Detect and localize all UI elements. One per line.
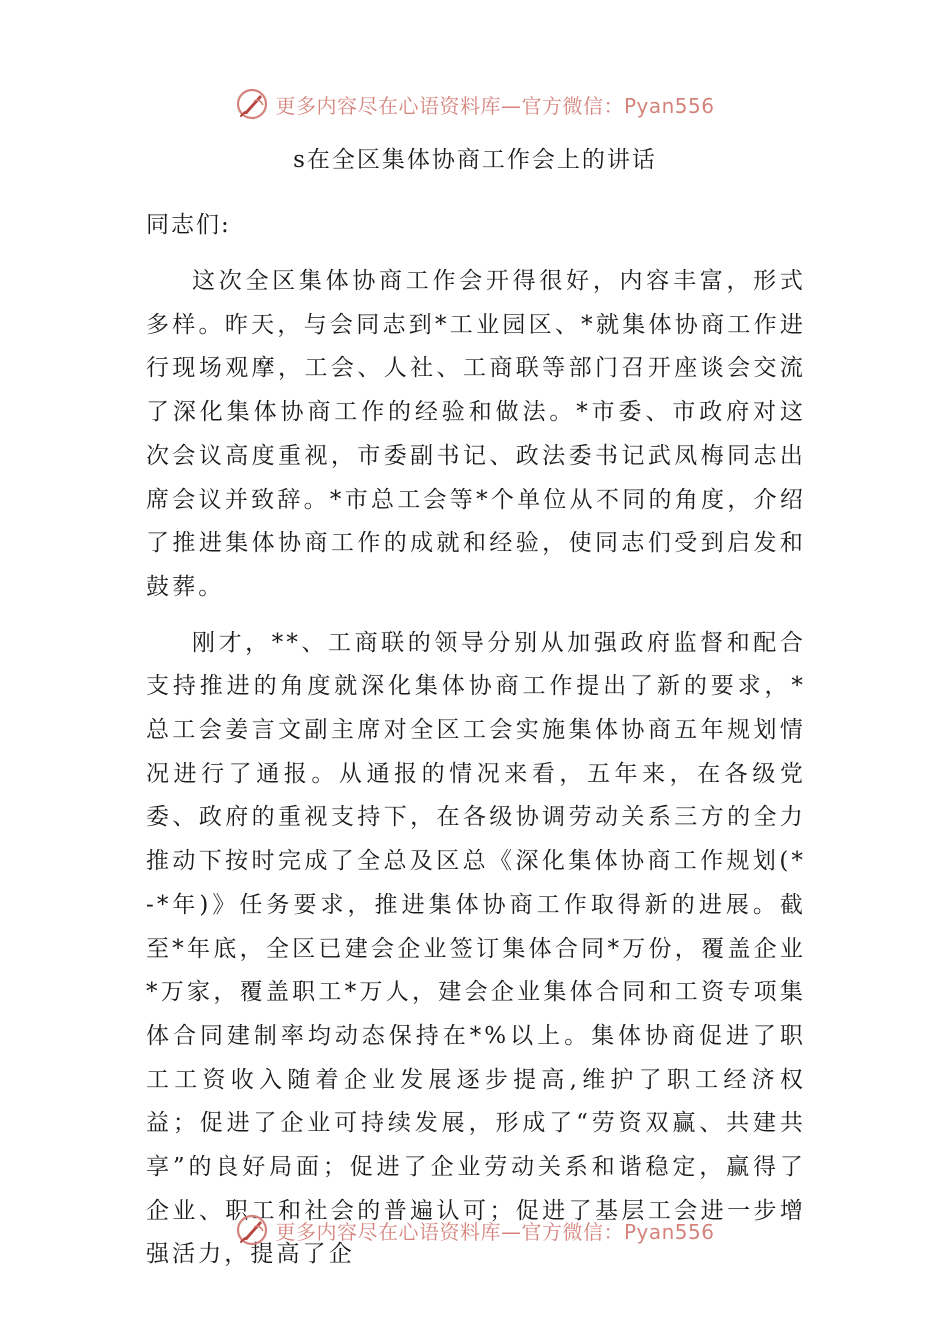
paragraph: 刚才，**、工商联的领导分别从加强政府监督和配合支持推进的角度就深化集体协商工作提出了新的要求，*总工会姜言文副主席对全区工会实施集体协商五年规划情况进行了通报。从通报的情况来看，五年来，在各级党委、政府的重视支持下，在各级协调劳动关系三方的全力推动下按时完成了全总及区总《深化集体协商工作规划(*-*年)》任务要求，推进集体协商工作取得新的进展。截至*年底，全区已建会企业签订集体合同*万份，覆盖企业*万家，覆盖职工*万人，建会企业集体合同和工资专项集体合同建制率均动态保持在*%以上。集体协商促进了职工工资收入随着企业发展逐步提高,维护了职工经济权益；促进了企业可持续发展，形成了“劳资双赢、共建共享”的良好局面；促进了企业劳动关系和谐稳定，赢得了企业、职工和社会的普遍认可；促进了基层工会进一步增强活力，提高了企 (146, 629, 806, 1268)
document-title: s在全区集体协商工作会上的讲话 (293, 147, 657, 173)
watermark-text: 更多内容尽在心语资料库—官方微信：Pyan556 (275, 1219, 715, 1244)
watermark-footer (0, 1210, 950, 1250)
quill-pen-circle-icon (235, 1213, 269, 1247)
paragraph: 这次全区集体协商工作会开得很好，内容丰富，形式多样。昨天，与会同志到*工业园区、*就集体协商工作进行现场观摩，工会、人社、工商联等部门召开座谈会交流了深化集体协商工作的经验和做法。*市委、市政府对这次会议高度重视，市委副书记、政法委书记武凤梅同志出席会议并致辞。*市总工会等*个单位从不同的角度，介绍了推进集体协商工作的成就和经验，使同志们受到启发和鼓葬。 (146, 268, 806, 600)
document-body (146, 260, 806, 1289)
quill-pen-circle-icon (235, 87, 269, 121)
salutation: 同志们: (146, 212, 231, 238)
watermark-header (0, 84, 950, 124)
watermark-text: 更多内容尽在心语资料库—官方微信：Pyan556 (275, 93, 715, 118)
